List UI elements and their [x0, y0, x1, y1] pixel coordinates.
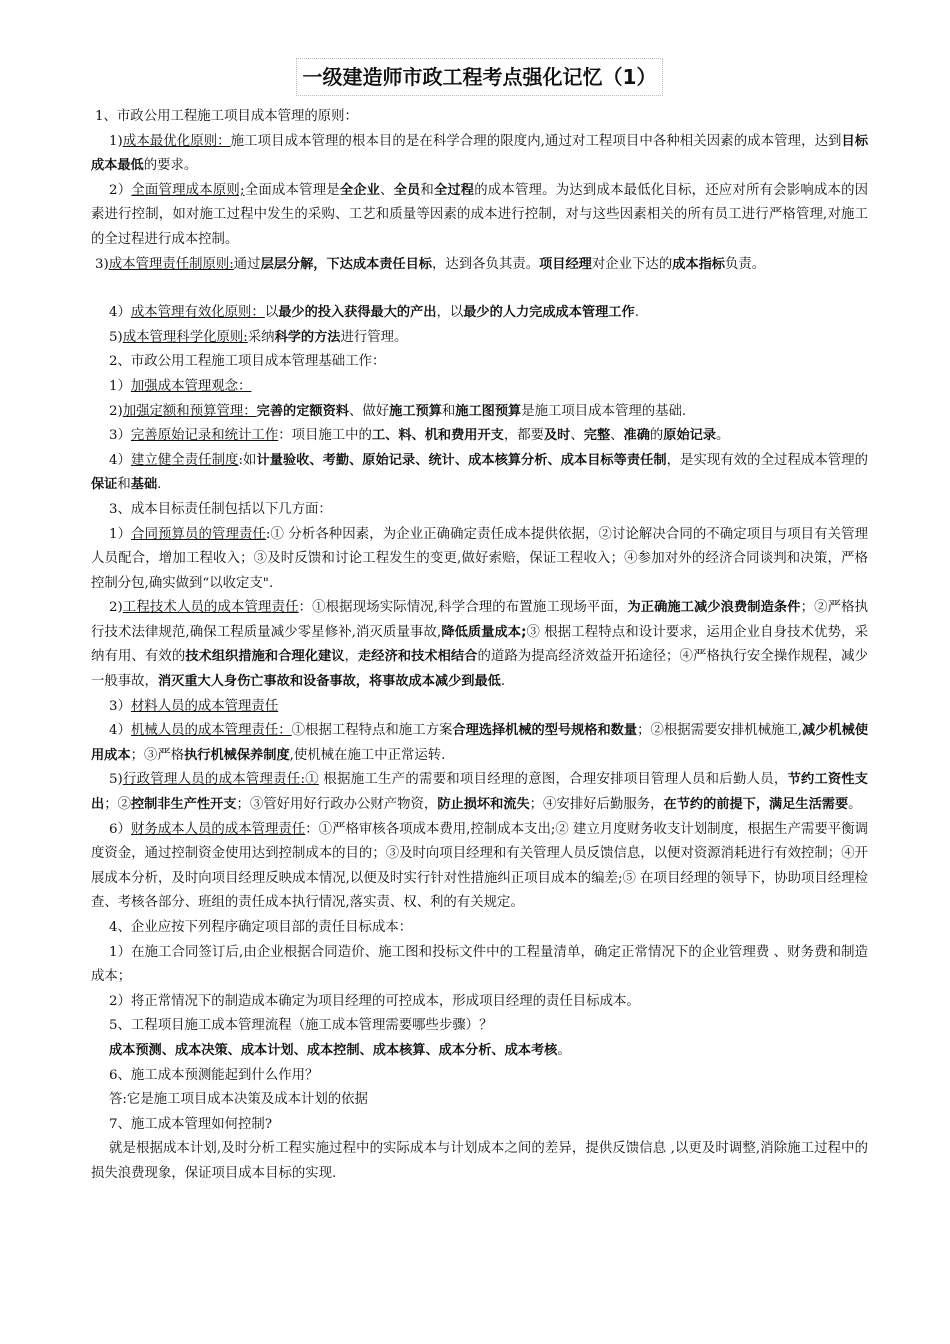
text-run: 2）将正常情况下的制造成本确定为项目经理的可控成本，形成项目经理的责任目标成本。	[109, 993, 640, 1009]
text-run: 4、企业应按下列程序确定项目部的责任目标成本：	[109, 920, 413, 935]
text-run: ,使机械在施工中正常运转.	[289, 747, 446, 763]
paragraph	[91, 253, 868, 278]
paragraph	[91, 941, 868, 990]
paragraph	[91, 596, 868, 694]
text-run: 根据施工生产的需要和项目经理的意图，合理安排项目管理人员和后勤人员，	[318, 772, 788, 788]
text-run: 1)	[109, 133, 123, 149]
text-run: ；②	[104, 797, 131, 813]
text-run: 3、成本目标责任制包括以下几方面：	[109, 501, 332, 517]
text-run: ，都要	[503, 428, 544, 444]
text-run: ③ 根据工程特点和设计要求，运用企业自身技术优势，采纳有用、有效的	[91, 624, 868, 665]
paragraph	[91, 768, 868, 817]
text-run: 对企业下达的	[591, 256, 673, 272]
paragraph	[91, 105, 868, 130]
bold-text: 减少机械使用成本	[91, 723, 869, 763]
underlined-heading: 加强定额和预算管理：	[122, 403, 257, 419]
bold-text: 原始记录	[663, 428, 717, 444]
bold-text: 节约工资性支出	[91, 772, 868, 813]
underlined-heading: 机械人员的成本管理责任：	[130, 723, 292, 739]
bold-text: 最少的人力完成成本管理工作	[463, 305, 635, 321]
text-run: ，是实现有效的全过程成本管理的	[666, 452, 869, 468]
paragraph	[91, 1113, 868, 1138]
text-run: 1、市政公用工程施工项目成本管理的原则：	[95, 109, 358, 124]
document-body	[91, 105, 868, 1187]
underlined-heading: 合同预算员的管理责任	[131, 526, 266, 542]
text-run: 5、工程项目施工成本管理流程（施工成本管理需要哪些步骤）？	[109, 1018, 493, 1034]
text-run: ：①严格审核各项成本费用,控制成本支出;② 建立月度财务收支计划制度，根据生产需要平衡调度资金，通过控制资金使用达到控制成本的目的；③及时向项目经理和有关管理人员反馈信息，以便对资源消耗进行有效控制；④开展成本分析，及时向项目经理反映成本情况,以便及时实行针对性措施纠正项目成本的编差;⑤ 在项目经理的领导下，协助项目经理检查、考核各部分、班组的责任成本执行情况,落实责、权、利的有关规定。	[91, 821, 868, 911]
bold-text: 保证	[91, 477, 118, 493]
paragraph	[91, 130, 868, 179]
text-run: 3）	[109, 428, 131, 444]
text-run: ①根据工程特点和施工方案	[291, 723, 453, 739]
text-run: :如	[238, 452, 257, 468]
text-run: 的成本管理。为达到成本最低化目标，还应对所有会影响成本的因素进行控制，如对施工过程中发生的采购、工艺和质量等因素的成本进行控制，对与这些因素相关的所有员工进行严格管理,对施工的全过程进行成本控制。	[91, 182, 869, 247]
text-run: ，达到各负其责。	[432, 256, 540, 272]
bold-text: 成本预测、成本决策、成本计划、成本控制、成本核算、成本分析、成本考核	[109, 1042, 558, 1058]
bold-text: 计量验收、考勤、原始记录、统计、成本核算分析、成本目标等责任制	[256, 452, 667, 468]
text-run: ，以	[436, 305, 464, 321]
underlined-heading: 完善原始记录和统计工作	[130, 428, 279, 444]
paragraph	[91, 1137, 868, 1186]
bold-text: 科学的方法	[274, 329, 341, 345]
bold-text: 成本指标	[672, 256, 725, 272]
text-run: 、	[380, 182, 394, 198]
bold-text: 在节约的前提下，满足生活需要	[663, 797, 849, 813]
paragraph	[91, 1014, 868, 1039]
paragraph	[91, 375, 868, 400]
text-run: 是施工项目成本管理的基础.	[521, 403, 687, 419]
text-run: 、	[610, 428, 624, 444]
paragraph	[91, 916, 868, 941]
text-run: ，	[344, 649, 359, 665]
text-run: 1）	[109, 378, 131, 394]
bold-text: 全过程	[434, 182, 475, 198]
bold-text: 基础	[130, 477, 158, 493]
bold-text: 防止损坏和流失	[437, 797, 530, 813]
text-run: 2)	[109, 600, 123, 616]
bold-text: 全企业	[339, 182, 381, 198]
bold-text: 完善的定额资料	[256, 403, 349, 419]
paragraph	[91, 719, 868, 768]
text-run: .	[634, 305, 639, 321]
text-run: ；③管好用好行政办公财产物资，	[236, 797, 438, 813]
bold-text: 及时	[544, 428, 571, 444]
blank-line	[91, 277, 868, 301]
text-run: 。	[848, 797, 862, 813]
text-run: ；②根据需要安排机械施工,	[637, 723, 803, 739]
text-run: 就是根据成本计划,及时分析工程实施过程中的实际成本与计划成本之间的差异，提供反馈信息 ,以更及时调整,消除施工过程中的损失浪费现象，保证项目成本目标的实现.	[91, 1141, 868, 1181]
bold-text: 走经济和技术相结合	[358, 649, 478, 665]
bold-text: 完整	[583, 428, 611, 444]
bold-text: 施工预算	[389, 403, 442, 419]
bold-text: 最少的投入获得最大的产出	[278, 305, 437, 321]
paragraph	[91, 449, 868, 498]
text-run: 5)	[109, 329, 123, 345]
text-run: 2、市政公用工程施工项目成本管理基础工作：	[109, 354, 386, 370]
text-run: ：①根据现场实际情况,科学合理的布置施工现场平面，	[298, 600, 628, 616]
text-run: 3）	[109, 698, 131, 714]
text-run: 4）	[109, 452, 131, 468]
text-run: 、做好	[348, 403, 390, 419]
underlined-heading: 材料人员的成本管理责任	[130, 698, 279, 714]
text-run: 3)	[95, 256, 109, 272]
underlined-heading: 财务成本人员的成本管理责任	[130, 821, 306, 837]
bold-text: 项目经理	[539, 256, 592, 272]
paragraph	[91, 326, 868, 351]
bold-text: 控制非生产性开支	[130, 797, 237, 813]
bold-text: 工、料、机和费用开支	[371, 428, 504, 444]
text-run: :① 分析各种因素，为企业正确确定责任成本提供依据，②讨论解决合同的不确定项目与项目有关管理人员配合，增加工程收入；③及时反馈和讨论工程发生的变更,做好索赔，保证工程收入；④参加对外的经济合同谈判和决策，严格控制分包,确实做到“以收定支".	[91, 526, 868, 591]
underlined-heading: 建立健全责任制度	[131, 452, 239, 468]
bold-text: 消灭重大人身伤亡事故和设备事故，将事故成本减少到最低	[157, 674, 501, 690]
text-run: 的要求。	[143, 158, 198, 174]
bold-text: 技术组织措施和合理化建议	[185, 649, 345, 665]
underlined-heading: 成本管理有效化原则：	[130, 305, 265, 321]
text-run: ；④安排好后勤服务，	[529, 797, 664, 813]
bold-text: 为正确施工减少浪费制造条件	[627, 600, 801, 616]
text-run: 1）	[109, 526, 132, 542]
paragraph	[91, 498, 868, 523]
paragraph	[91, 695, 868, 720]
paragraph	[91, 400, 868, 425]
paragraph	[91, 1064, 868, 1089]
text-run: 6）	[109, 821, 131, 837]
paragraph	[91, 990, 868, 1015]
text-run: 进行管理。	[340, 329, 408, 345]
text-run: 2)	[109, 403, 123, 419]
text-run: 、	[570, 428, 584, 444]
text-run: 施工项目成本管理的根本目的是在科学合理的限度内,通过对工程项目中各种相关因素的成本管理，达到	[230, 133, 842, 149]
text-run: 5)	[109, 772, 123, 788]
text-run: 通过	[233, 256, 261, 272]
underlined-heading: 全面管理成本原则;	[131, 182, 245, 198]
bold-text: 全员	[393, 182, 421, 198]
text-run: 和	[420, 182, 435, 198]
underlined-heading: 成本管理科学化原则:	[122, 329, 248, 345]
paragraph	[91, 179, 868, 253]
paragraph	[91, 424, 868, 449]
text-run: ：项目施工中的	[278, 428, 372, 444]
text-run: 的道路为提高经济效益开拓途径；④严格执行安全操作规程，减少一般事故，	[91, 649, 869, 690]
paragraph	[91, 301, 868, 326]
text-run: 。	[716, 428, 730, 444]
text-run: 的	[649, 428, 664, 444]
underlined-heading: 加强成本管理观念：	[130, 378, 252, 394]
text-run: 4）	[109, 305, 131, 321]
bold-text: 目标成本最低	[91, 133, 869, 174]
paragraph	[91, 523, 868, 597]
text-run: 全面成本管理是	[244, 182, 340, 198]
underlined-heading: 成本管理责任制原则:	[108, 256, 234, 272]
underlined-heading: 行政管理人员的成本管理责任:①	[122, 772, 319, 788]
paragraph	[91, 818, 868, 916]
text-run: 采纳	[247, 329, 275, 345]
bold-text: 降低质量成本;	[441, 624, 527, 640]
text-run: 以	[264, 305, 279, 321]
paragraph	[91, 1088, 868, 1113]
bold-text: 合理选择机械的型号规格和数量	[452, 723, 638, 739]
bold-text: 层层分解，下达成本责任目标	[260, 256, 432, 272]
text-run: 1）在施工合同签订后,由企业根据合同造价、施工图和投标文件中的工程量清单，确定正常情况下的企业管理费 、财务费和制造成本；	[91, 944, 868, 985]
text-run: ；③严格	[130, 747, 185, 763]
text-run: 和	[441, 403, 456, 419]
paragraph	[91, 1039, 868, 1064]
text-run: 6、施工成本预测能起到什么作用？	[109, 1067, 319, 1083]
text-run: 和	[117, 477, 131, 493]
underlined-heading: 工程技术人员的成本管理责任	[122, 600, 299, 616]
text-run: 2）	[109, 182, 132, 198]
text-run: ；②严格执行技术法律规范,确保工程质量减少零星修补,消灭质量事故,	[91, 600, 869, 640]
text-run: 4）	[109, 723, 131, 739]
title-wrapper	[91, 58, 868, 97]
text-run: 。	[557, 1042, 571, 1058]
document-title: 一级建造师市政工程考点强化记忆（1）	[296, 58, 664, 96]
bold-text: 准确	[623, 428, 650, 444]
text-run: 负责。	[724, 256, 766, 272]
text-run: .	[500, 674, 506, 690]
text-run: .	[157, 477, 162, 493]
paragraph	[91, 350, 868, 375]
text-run: 答:它是施工项目成本决策及成本计划的依据	[109, 1092, 368, 1108]
bold-text: 施工图预算	[455, 403, 522, 419]
underlined-heading: 成本最优化原则：	[122, 133, 231, 149]
bold-text: 执行机械保养制度	[184, 747, 290, 763]
text-run: 7、施工成本管理如何控制?	[109, 1116, 272, 1132]
